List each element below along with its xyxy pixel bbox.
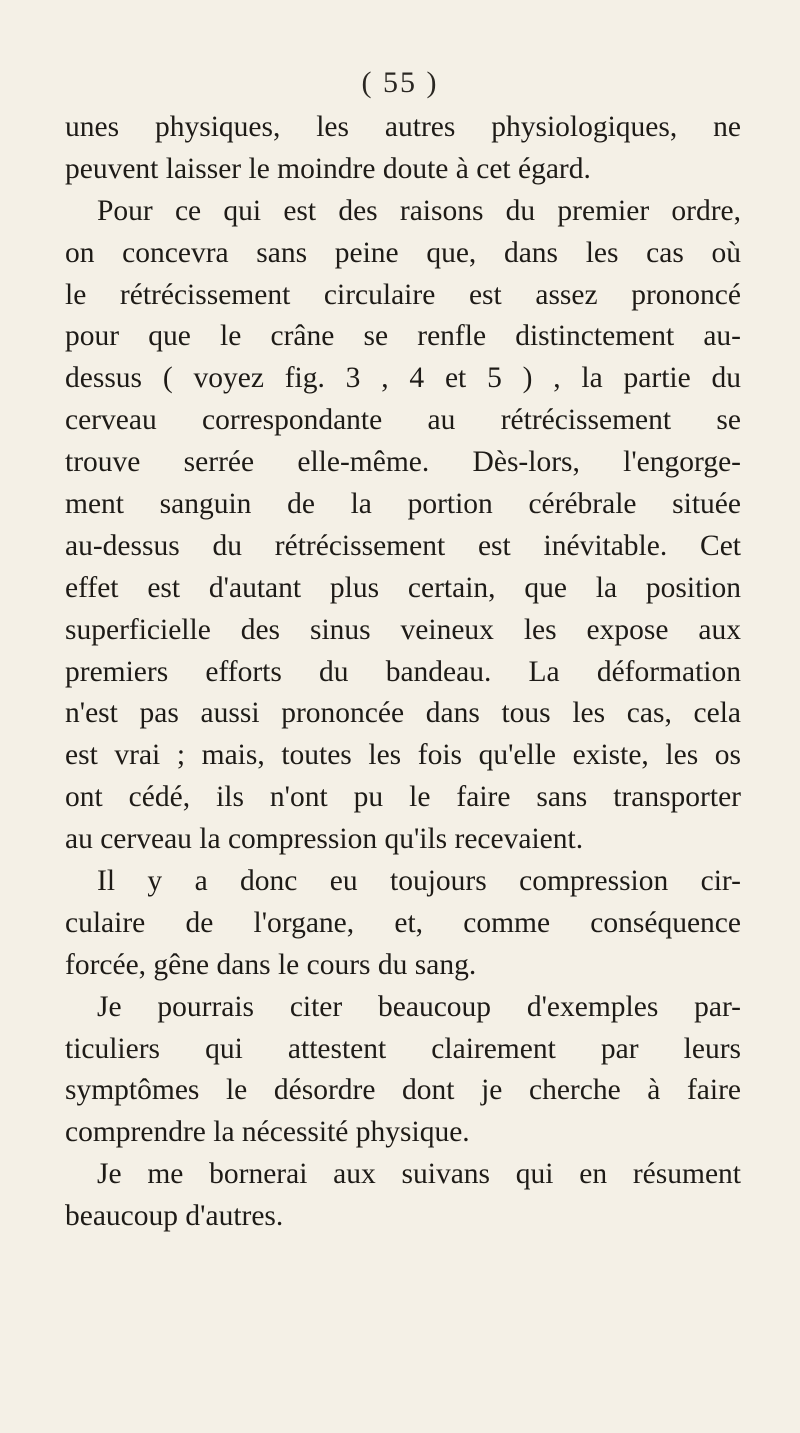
text-line: forcée, gêne dans le cours du sang. xyxy=(65,948,477,981)
text-line: est vrai ; mais, toutes les fois qu'elle existe, les os xyxy=(65,739,741,772)
text-line: superficielle des sinus veineux les expose aux xyxy=(65,613,741,646)
text-line: dessus ( voyez fig. 3 , 4 et 5 ) , la partie du xyxy=(65,362,741,395)
body-text xyxy=(65,107,741,1238)
text-line: Je pourrais citer beaucoup d'exemples par- xyxy=(97,990,741,1023)
text-line: Pour ce qui est des raisons du premier ordre, xyxy=(97,194,741,227)
text-line: unes physiques, les autres physiologiques, ne xyxy=(65,111,741,143)
text-line: trouve serrée elle-même. Dès-lors, l'engorge- xyxy=(65,446,741,479)
text-line: beaucoup d'autres. xyxy=(65,1200,284,1233)
paragraph xyxy=(65,191,741,861)
text-line: au-dessus du rétrécissement est inévitable. Cet xyxy=(65,529,741,562)
paragraph xyxy=(65,861,741,987)
paragraph xyxy=(65,987,741,1155)
text-line: le rétrécissement circulaire est assez prononcé xyxy=(65,278,741,311)
text-line: peuvent laisser le moindre doute à cet égard. xyxy=(65,152,591,185)
text-line: ment sanguin de la portion cérébrale située xyxy=(65,488,741,521)
text-line: premiers efforts du bandeau. La déformation xyxy=(65,655,741,688)
text-line: effet est d'autant plus certain, que la position xyxy=(65,571,741,604)
text-line: n'est pas aussi prononcée dans tous les cas, cela xyxy=(65,697,741,730)
text-line: ont cédé, ils n'ont pu le faire sans transporter xyxy=(65,781,741,814)
text-line: culaire de l'organe, et, comme conséquence xyxy=(65,906,741,939)
text-line: ticuliers qui attestent clairement par leurs xyxy=(65,1032,741,1065)
text-line: Je me bornerai aux suivans qui en résument xyxy=(97,1158,741,1191)
text-line: Il y a donc eu toujours compression cir- xyxy=(97,865,741,898)
text-line: comprendre la nécessité physique. xyxy=(65,1116,470,1149)
text-line: au cerveau la compression qu'ils recevaient. xyxy=(65,823,584,856)
text-line: on concevra sans peine que, dans les cas où xyxy=(65,236,741,269)
paragraph xyxy=(65,107,741,191)
page-number: ( 55 ) xyxy=(361,66,439,99)
paragraph xyxy=(65,1154,741,1238)
text-line: symptômes le désordre dont je cherche à faire xyxy=(65,1074,741,1107)
text-line: cerveau correspondante au rétrécissement se xyxy=(65,404,741,437)
text-line: pour que le crâne se renfle distinctement au- xyxy=(65,320,741,353)
